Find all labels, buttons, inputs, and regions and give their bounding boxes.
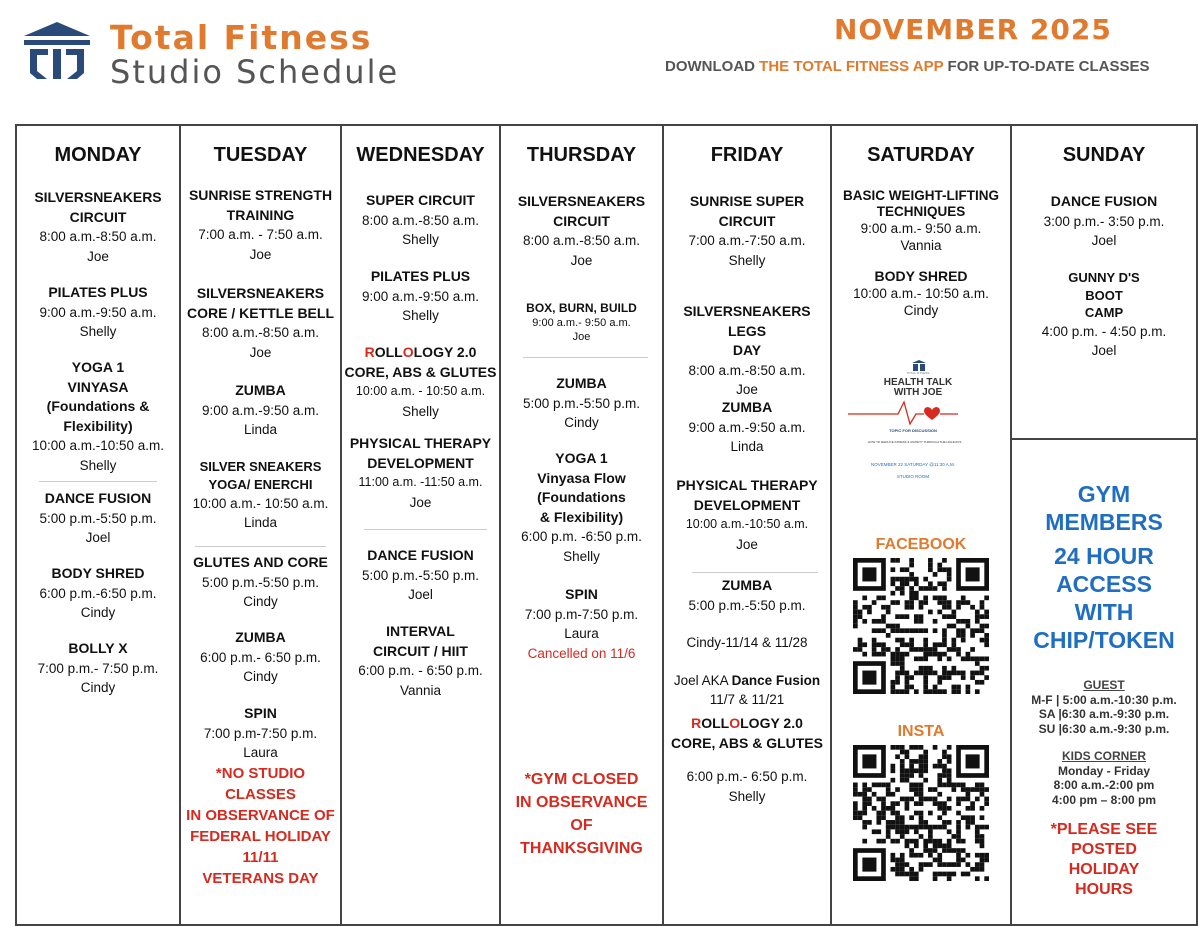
instagram-qr-code[interactable] bbox=[853, 745, 989, 881]
thanksgiving-notice: *GYM CLOSED IN OBSERVANCE OF THANKSGIVING bbox=[515, 771, 648, 857]
app-name: THE TOTAL FITNESS APP bbox=[759, 58, 944, 75]
total-fitness-logo bbox=[22, 20, 92, 82]
day-header: THURSDAY bbox=[526, 144, 637, 166]
day-header: MONDAY bbox=[54, 144, 142, 166]
class-entry: SILVERSNEAKERS CIRCUIT 8:00 a.m.-8:50 a.m. Joe bbox=[517, 193, 646, 268]
class-entry: DANCE FUSION 3:00 p.m.- 3:50 p.m. Joel bbox=[1043, 193, 1165, 248]
day-header: SATURDAY bbox=[867, 144, 975, 166]
facebook-label: FACEBOOK bbox=[875, 536, 967, 553]
download-app-banner: DOWNLOAD THE TOTAL FITNESS APP FOR UP-TO-DATE CLASSES bbox=[665, 58, 1150, 75]
divider bbox=[364, 529, 487, 530]
cancellation-note: Cancelled on 11/6 bbox=[527, 645, 636, 661]
insta-label: INSTA bbox=[897, 723, 945, 740]
class-entry: SILVERSNEAKERS LEGS DAY 8:00 a.m.-8:50 a.m. Joe bbox=[683, 303, 811, 397]
column-tuesday bbox=[179, 124, 340, 926]
day-header: FRIDAY bbox=[710, 144, 784, 166]
divider bbox=[195, 546, 326, 547]
brand-title: Total Fitness bbox=[110, 18, 373, 57]
class-entry: SILVERSNEAKERS CIRCUIT 8:00 a.m.-8:50 a.m. Joe bbox=[34, 189, 162, 264]
class-entry: GUNNY D'S BOOT CAMP 4:00 p.m. - 4:50 p.m. Joel bbox=[1041, 270, 1167, 358]
class-entry: SUNRISE SUPER CIRCUIT 7:00 a.m.-7:50 a.m. Shelly bbox=[688, 193, 806, 268]
heartbeat-line-icon bbox=[848, 398, 960, 426]
class-entry: BASIC WEIGHT-LIFTING TECHNIQUES 9:00 a.m.- 9:50 a.m. Vannia bbox=[843, 188, 999, 253]
schedule-month: NOVEMBER 2025 bbox=[834, 13, 1112, 46]
column-monday bbox=[15, 124, 179, 926]
class-entry: ZUMBA 5:00 p.m.-5:50 p.m. Cindy-11/14 & 11/28 Joel AKA Dance Fusion 11/7 & 11/21 bbox=[673, 577, 821, 707]
class-entry: ZUMBA 9:00 a.m.-9:50 a.m. Linda bbox=[688, 399, 806, 454]
column-wednesday bbox=[340, 124, 499, 926]
gym-info-panel bbox=[1010, 438, 1198, 926]
class-entry: ROLLOLOGY 2.0 CORE, ABS & GLUTES 6:00 p.m.- 6:50 p.m. Shelly bbox=[671, 715, 823, 804]
class-entry: BOLLY X 7:00 p.m.- 7:50 p.m. Cindy bbox=[37, 640, 159, 695]
column-sunday bbox=[1010, 124, 1198, 440]
divider bbox=[39, 481, 157, 482]
class-entry: SILVERSNEAKERS CORE / KETTLE BELL 8:00 a.m.-8:50 a.m. Joe bbox=[187, 285, 334, 360]
class-entry: BODY SHRED 6:00 p.m.-6:50 p.m. Cindy bbox=[39, 565, 157, 620]
class-entry: SPIN 7:00 p.m-7:50 p.m. Laura Cancelled on 11/6 bbox=[501, 585, 662, 663]
day-header: SUNDAY bbox=[1062, 144, 1146, 166]
class-entry: ZUMBA 6:00 p.m.- 6:50 p.m. Cindy bbox=[200, 629, 321, 684]
brand-subtitle: Studio Schedule bbox=[110, 53, 400, 91]
class-entry: GLUTES AND CORE 5:00 p.m.-5:50 p.m. Cindy bbox=[193, 554, 328, 609]
holiday-hours-notice: *PLEASE SEE POSTED HOLIDAY HOURS bbox=[1050, 821, 1158, 898]
day-header: TUESDAY bbox=[213, 144, 308, 166]
class-entry: ZUMBA 5:00 p.m.-5:50 p.m. Cindy bbox=[522, 375, 641, 430]
day-header: WEDNESDAY bbox=[356, 144, 485, 166]
class-entry: DANCE FUSION 5:00 p.m.-5:50 p.m. Joel bbox=[361, 547, 480, 602]
class-entry: YOGA 1 VINYASA (Foundations & Flexibility) 10:00 a.m.-10:50 a.m. Shelly bbox=[31, 359, 165, 473]
class-entry: PHYSICAL THERAPY DEVELOPMENT 10:00 a.m.-10:50 a.m. Joe bbox=[676, 477, 818, 552]
class-entry: PILATES PLUS 9:00 a.m.-9:50 a.m. Shelly bbox=[361, 268, 480, 323]
class-entry: BOX, BURN, BUILD 9:00 a.m.- 9:50 a.m. Joe bbox=[526, 301, 637, 343]
class-entry: SPIN 7:00 p.m-7:50 p.m. Laura bbox=[203, 705, 318, 760]
class-entry: SUPER CIRCUIT 8:00 a.m.-8:50 a.m. Shelly bbox=[361, 192, 480, 247]
class-entry: SUNRISE STRENGTH TRAINING 7:00 a.m. - 7:50 a.m. Joe bbox=[188, 187, 333, 262]
class-entry: ZUMBA 9:00 a.m.-9:50 a.m. Linda bbox=[201, 382, 320, 437]
class-entry: DANCE FUSION 5:00 p.m.-5:50 p.m. Joel bbox=[39, 490, 157, 545]
class-entry: PILATES PLUS 9:00 a.m.-9:50 a.m. Shelly bbox=[39, 284, 157, 339]
divider bbox=[523, 357, 648, 358]
holiday-notice: *NO STUDIO CLASSES IN OBSERVANCE OF FEDERAL HOLIDAY 11/11 VETERANS DAY bbox=[186, 765, 335, 887]
class-entry: PHYSICAL THERAPY DEVELOPMENT 11:00 a.m. -11:50 a.m. Joe bbox=[349, 435, 492, 510]
kids-corner-hours: KIDS CORNER Monday - Friday 8:00 a.m.-2:00 pm 4:00 pm – 8:00 pm bbox=[1051, 749, 1157, 807]
health-talk-flyer: TOTAL FITNESS HEALTH TALK WITH JOE TOPIC FOR DISCUSSION HOW TO REDUCE STRESS & ANXIETY THROUGH THE HOLIDAYS NOVEMBER 22 SATURDAY @11:30 A.M. STUDIO ROOM bbox=[848, 358, 988, 484]
column-friday bbox=[662, 124, 830, 926]
class-entry: YOGA 1 Vinyasa Flow (Foundations & Flexibility) 6:00 p.m. -6:50 p.m. Shelly bbox=[521, 450, 642, 564]
facebook-qr-code[interactable] bbox=[853, 558, 989, 694]
class-entry: ROLLOLOGY 2.0 CORE, ABS & GLUTES 10:00 a.m. - 10:50 a.m. Shelly bbox=[344, 344, 497, 419]
class-entry: INTERVAL CIRCUIT / HIIT 6:00 p.m. - 6:50 p.m. Vannia bbox=[358, 623, 483, 698]
divider bbox=[692, 572, 818, 573]
guest-hours: GUEST M-F | 5:00 a.m.-10:30 p.m. SA |6:30 a.m.-9:30 p.m. SU |6:30 a.m.-9:30 p.m. bbox=[1031, 678, 1177, 736]
gym-members-access: GYM MEMBERS 24 HOUR ACCESS WITH CHIP/TOKEN bbox=[1033, 481, 1175, 653]
class-entry: BODY SHRED 10:00 a.m.- 10:50 a.m. Cindy bbox=[853, 268, 989, 318]
column-thursday bbox=[499, 124, 662, 926]
class-entry: SILVER SNEAKERS YOGA/ ENERCHI 10:00 a.m.- 10:50 a.m. Linda bbox=[192, 459, 329, 530]
